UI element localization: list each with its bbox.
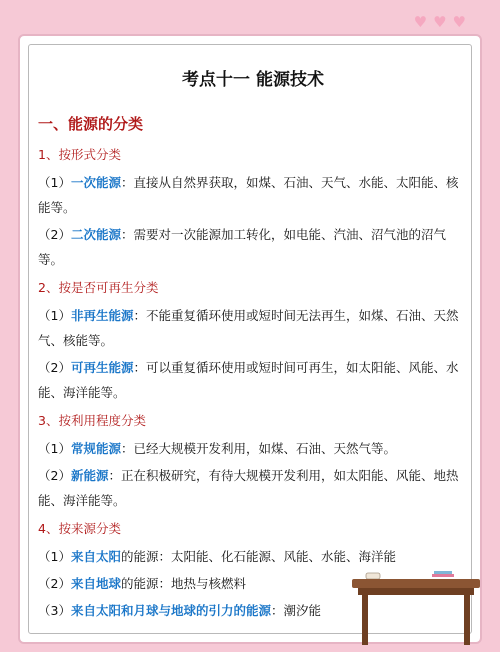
item-term: 一次能源 xyxy=(70,175,121,190)
item-number: （2） xyxy=(38,576,71,591)
item-term: 来自太阳 xyxy=(70,549,121,564)
item-number: （1） xyxy=(38,549,71,564)
list-item xyxy=(38,170,468,220)
item-number: （3） xyxy=(38,603,71,618)
book-icon xyxy=(434,571,452,574)
list-item xyxy=(38,436,468,461)
item-number: （2） xyxy=(38,227,71,242)
item-text: ：正在积极研究，有待大规模开发利用，如太阳能、风能、地热能、海洋能等。 xyxy=(38,468,459,508)
item-number: （2） xyxy=(38,468,71,483)
section-heading: 一、能源的分类 xyxy=(38,115,144,133)
group-heading: 4、按来源分类 xyxy=(38,521,121,536)
item-text: 的能源：地热与核燃料 xyxy=(120,576,246,591)
document-card xyxy=(18,34,482,644)
book-icon xyxy=(432,574,454,577)
item-term: 二次能源 xyxy=(70,227,121,242)
list-item xyxy=(38,544,468,569)
item-text: ：可以重复循环使用或短时间可再生，如太阳能、风能、水能、海洋能等。 xyxy=(38,360,459,400)
heart-icon: ♥ xyxy=(413,13,428,31)
item-text: ：潮汐能 xyxy=(270,603,321,618)
item-number: （1） xyxy=(38,308,71,323)
item-text: 的能源：太阳能、化石能源、风能、水能、海洋能 xyxy=(120,549,396,564)
group-2 xyxy=(38,278,468,405)
desk-illustration xyxy=(352,570,480,645)
desk-top xyxy=(352,579,480,588)
item-number: （2） xyxy=(38,360,71,375)
decor-hearts xyxy=(414,15,466,30)
desk-leg xyxy=(464,595,470,645)
item-term: 来自太阳和月球与地球的引力的能源 xyxy=(70,603,271,618)
desk-apron xyxy=(358,588,474,595)
item-term: 来自地球 xyxy=(70,576,121,591)
group-3 xyxy=(38,411,468,513)
group-heading: 3、按利用程度分类 xyxy=(38,413,146,428)
group-heading: 2、按是否可再生分类 xyxy=(38,280,159,295)
list-item xyxy=(38,355,468,405)
item-term: 可再生能源 xyxy=(70,360,134,375)
cup-icon xyxy=(366,573,380,579)
list-item xyxy=(38,463,468,513)
item-number: （1） xyxy=(38,175,71,190)
page-title: 考点十一 能源技术 xyxy=(182,70,324,90)
heart-icon: ♥ xyxy=(433,13,447,31)
item-term: 常规能源 xyxy=(70,441,121,456)
group-1 xyxy=(38,145,468,272)
item-text: ：直接从自然界获取，如煤、石油、天气、水能、太阳能、核能等。 xyxy=(38,175,459,215)
group-heading: 1、按形式分类 xyxy=(38,147,121,162)
desk-leg xyxy=(362,595,368,645)
item-text: ：不能重复循环使用或短时间无法再生，如煤、石油、天然气、核能等。 xyxy=(38,308,459,348)
heart-icon: ♥ xyxy=(452,13,466,31)
item-term: 非再生能源 xyxy=(70,308,134,323)
document-content xyxy=(38,65,468,625)
item-text: ：已经大规模开发利用，如煤、石油、天然气等。 xyxy=(120,441,396,456)
list-item xyxy=(38,222,468,272)
item-term: 新能源 xyxy=(70,468,109,483)
list-item xyxy=(38,303,468,353)
item-text: ：需要对一次能源加工转化，如电能、汽油、沼气池的沼气等。 xyxy=(38,227,446,267)
item-number: （1） xyxy=(38,441,71,456)
